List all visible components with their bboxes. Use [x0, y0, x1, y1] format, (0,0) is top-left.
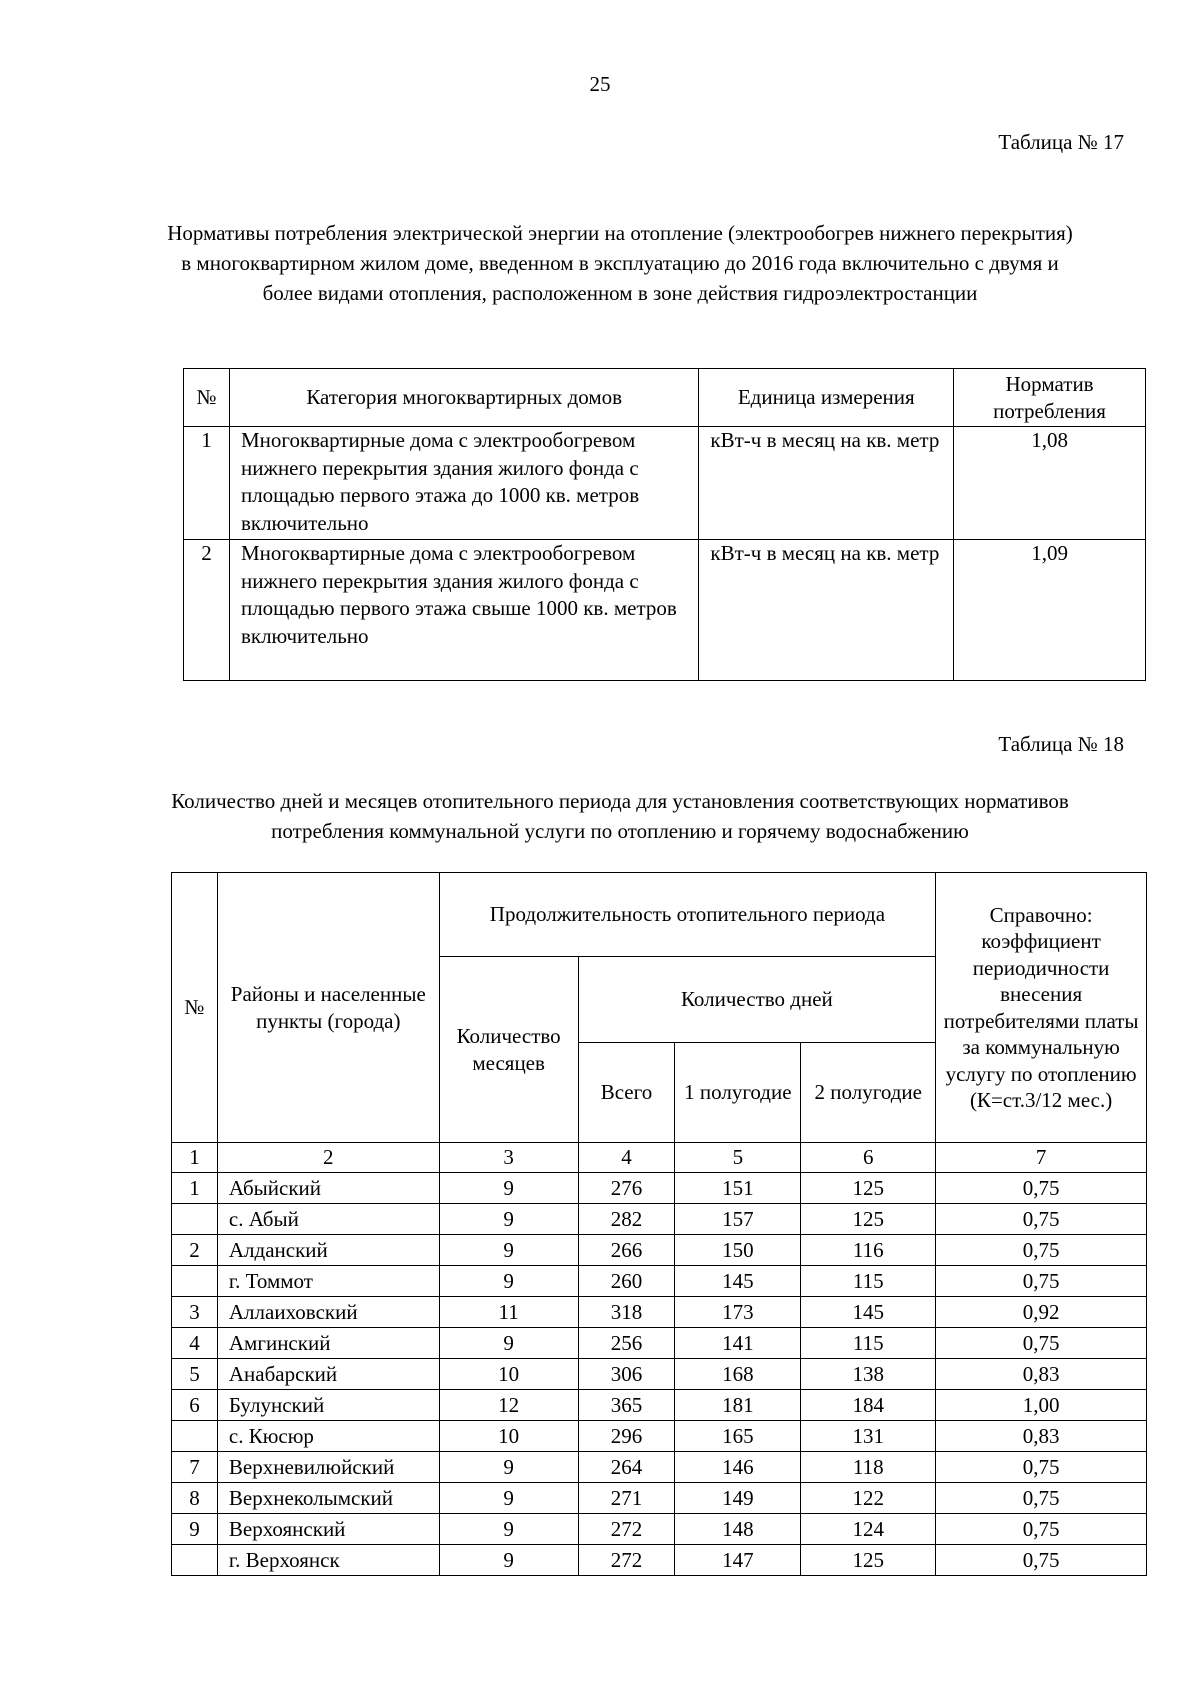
row-days-total: 365	[578, 1390, 675, 1421]
row-days-half2: 122	[801, 1483, 936, 1514]
table-row	[184, 427, 1146, 540]
row-days-half1: 165	[675, 1421, 801, 1452]
header-half1: 1 полугодие	[675, 1043, 801, 1143]
row-district-name: Булунский	[217, 1390, 439, 1421]
table-17-caption: Нормативы потребления электрической энергии на отопление (электрообогрев нижнего перекрытия) в многоквартирном жилом доме, введенном в эксплуатацию до 2016 года включительно с двумя и более видами отопления, расположенном в зоне действия гидроэлектростанции	[167, 221, 1073, 305]
row-district-name: Верхнеколымский	[217, 1483, 439, 1514]
row-num: 6	[172, 1390, 218, 1421]
row-months: 9	[439, 1204, 578, 1235]
row-norm: 1,09	[954, 540, 1146, 681]
row-num	[172, 1204, 218, 1235]
row-days-half2: 125	[801, 1173, 936, 1204]
row-days-half1: 157	[675, 1204, 801, 1235]
row-district-name: с. Кюсюр	[217, 1421, 439, 1452]
row-num: 1	[172, 1173, 218, 1204]
table-row	[172, 1328, 1147, 1359]
header-district: Районы и населенные пункты (города)	[217, 873, 439, 1143]
row-district-name: Верхневилюйский	[217, 1452, 439, 1483]
table-17-label: Таблица № 17	[998, 130, 1124, 154]
header-duration: Продолжительность отопительного периода	[439, 873, 935, 957]
header-months: Количество месяцев	[439, 957, 578, 1143]
row-days-total: 282	[578, 1204, 675, 1235]
row-unit: кВт-ч в месяц на кв. метр	[699, 540, 954, 681]
table-18	[171, 872, 1147, 1576]
row-district-name: Анабарский	[217, 1359, 439, 1390]
table-row	[172, 1204, 1147, 1235]
table-18-caption: Количество дней и месяцев отопительного периода для установления соответствующих нормативов потребления коммунальной услуги по отоплению и горячему водоснабжению	[171, 789, 1069, 843]
row-days-total: 272	[578, 1514, 675, 1545]
row-coefficient: 0,75	[936, 1266, 1147, 1297]
row-coefficient: 0,75	[936, 1204, 1147, 1235]
header-unit: Единица измерения	[699, 369, 954, 427]
row-days-half1: 168	[675, 1359, 801, 1390]
row-district-name: Алданский	[217, 1235, 439, 1266]
row-days-half1: 146	[675, 1452, 801, 1483]
table-row	[172, 1390, 1147, 1421]
row-days-total: 276	[578, 1173, 675, 1204]
table-17	[183, 368, 1146, 681]
column-number: 4	[578, 1143, 675, 1173]
row-days-half2: 131	[801, 1421, 936, 1452]
row-coefficient: 0,75	[936, 1235, 1147, 1266]
header-category: Категория многоквартирных домов	[229, 369, 698, 427]
row-months: 10	[439, 1421, 578, 1452]
row-days-half2: 124	[801, 1514, 936, 1545]
row-district-name: г. Верхоянск	[217, 1545, 439, 1576]
row-days-half1: 181	[675, 1390, 801, 1421]
row-num: 8	[172, 1483, 218, 1514]
row-coefficient: 0,75	[936, 1545, 1147, 1576]
row-days-half2: 125	[801, 1545, 936, 1576]
table-row	[172, 1545, 1147, 1576]
row-days-half2: 115	[801, 1266, 936, 1297]
column-number: 7	[936, 1143, 1147, 1173]
row-district-name: Абыйский	[217, 1173, 439, 1204]
row-num	[172, 1421, 218, 1452]
page-number: 25	[589, 72, 611, 96]
row-days-half1: 149	[675, 1483, 801, 1514]
row-days-total: 271	[578, 1483, 675, 1514]
header-coefficient: Справочно: коэффициент периодичности внесения потребителями платы за коммунальную услугу по отоплению (К=ст.3/12 мес.)	[936, 873, 1147, 1143]
row-months: 10	[439, 1359, 578, 1390]
column-number: 6	[801, 1143, 936, 1173]
table-row	[172, 1266, 1147, 1297]
row-num: 1	[184, 427, 230, 540]
row-coefficient: 0,75	[936, 1173, 1147, 1204]
row-months: 11	[439, 1297, 578, 1328]
row-norm: 1,08	[954, 427, 1146, 540]
header-norm: Норматив потребления	[954, 369, 1146, 427]
row-days-total: 306	[578, 1359, 675, 1390]
row-coefficient: 1,00	[936, 1390, 1147, 1421]
row-num: 4	[172, 1328, 218, 1359]
row-category: Многоквартирные дома с электрообогревом нижнего перекрытия здания жилого фонда с площадью первого этажа свыше 1000 кв. метров включительно	[229, 540, 698, 681]
row-num: 2	[172, 1235, 218, 1266]
header-half2: 2 полугодие	[801, 1043, 936, 1143]
row-days-half2: 145	[801, 1297, 936, 1328]
row-days-half1: 147	[675, 1545, 801, 1576]
row-days-total: 318	[578, 1297, 675, 1328]
column-number: 5	[675, 1143, 801, 1173]
row-days-half1: 148	[675, 1514, 801, 1545]
row-months: 9	[439, 1545, 578, 1576]
header-days: Количество дней	[578, 957, 936, 1043]
row-district-name: Амгинский	[217, 1328, 439, 1359]
row-months: 9	[439, 1266, 578, 1297]
row-num: 7	[172, 1452, 218, 1483]
row-days-half2: 115	[801, 1328, 936, 1359]
table-row	[172, 1359, 1147, 1390]
row-months: 12	[439, 1390, 578, 1421]
row-days-half1: 150	[675, 1235, 801, 1266]
table-row	[172, 1452, 1147, 1483]
row-months: 9	[439, 1452, 578, 1483]
column-number: 1	[172, 1143, 218, 1173]
row-num: 9	[172, 1514, 218, 1545]
row-coefficient: 0,83	[936, 1359, 1147, 1390]
row-category: Многоквартирные дома с электрообогревом нижнего перекрытия здания жилого фонда с площадью первого этажа до 1000 кв. метров включительно	[229, 427, 698, 540]
row-days-total: 264	[578, 1452, 675, 1483]
row-coefficient: 0,83	[936, 1421, 1147, 1452]
row-days-total: 272	[578, 1545, 675, 1576]
table-row	[172, 1483, 1147, 1514]
row-num: 2	[184, 540, 230, 681]
row-days-half2: 118	[801, 1452, 936, 1483]
table-row	[172, 1297, 1147, 1328]
header-total: Всего	[578, 1043, 675, 1143]
column-number: 3	[439, 1143, 578, 1173]
row-days-total: 296	[578, 1421, 675, 1452]
row-days-half1: 151	[675, 1173, 801, 1204]
row-months: 9	[439, 1328, 578, 1359]
row-days-half2: 116	[801, 1235, 936, 1266]
row-coefficient: 0,75	[936, 1514, 1147, 1545]
row-days-total: 256	[578, 1328, 675, 1359]
table-row	[172, 1514, 1147, 1545]
row-months: 9	[439, 1235, 578, 1266]
table-row	[172, 1421, 1147, 1452]
row-coefficient: 0,92	[936, 1297, 1147, 1328]
row-district-name: с. Абый	[217, 1204, 439, 1235]
header-num: №	[172, 873, 218, 1143]
row-months: 9	[439, 1483, 578, 1514]
row-num	[172, 1545, 218, 1576]
row-num: 5	[172, 1359, 218, 1390]
row-coefficient: 0,75	[936, 1328, 1147, 1359]
row-coefficient: 0,75	[936, 1452, 1147, 1483]
row-coefficient: 0,75	[936, 1483, 1147, 1514]
row-district-name: Верхоянский	[217, 1514, 439, 1545]
column-number: 2	[217, 1143, 439, 1173]
row-days-total: 266	[578, 1235, 675, 1266]
table-row	[172, 1235, 1147, 1266]
table-row	[172, 1173, 1147, 1204]
row-days-half1: 173	[675, 1297, 801, 1328]
row-days-half1: 145	[675, 1266, 801, 1297]
row-days-half1: 141	[675, 1328, 801, 1359]
row-days-half2: 138	[801, 1359, 936, 1390]
row-unit: кВт-ч в месяц на кв. метр	[699, 427, 954, 540]
row-days-half2: 125	[801, 1204, 936, 1235]
row-days-total: 260	[578, 1266, 675, 1297]
header-num: №	[184, 369, 230, 427]
row-district-name: Аллаиховский	[217, 1297, 439, 1328]
table-row	[184, 540, 1146, 681]
row-num	[172, 1266, 218, 1297]
table-18-label: Таблица № 18	[998, 732, 1124, 756]
row-months: 9	[439, 1514, 578, 1545]
row-num: 3	[172, 1297, 218, 1328]
row-district-name: г. Томмот	[217, 1266, 439, 1297]
column-number-row	[172, 1143, 1147, 1173]
row-days-half2: 184	[801, 1390, 936, 1421]
row-months: 9	[439, 1173, 578, 1204]
